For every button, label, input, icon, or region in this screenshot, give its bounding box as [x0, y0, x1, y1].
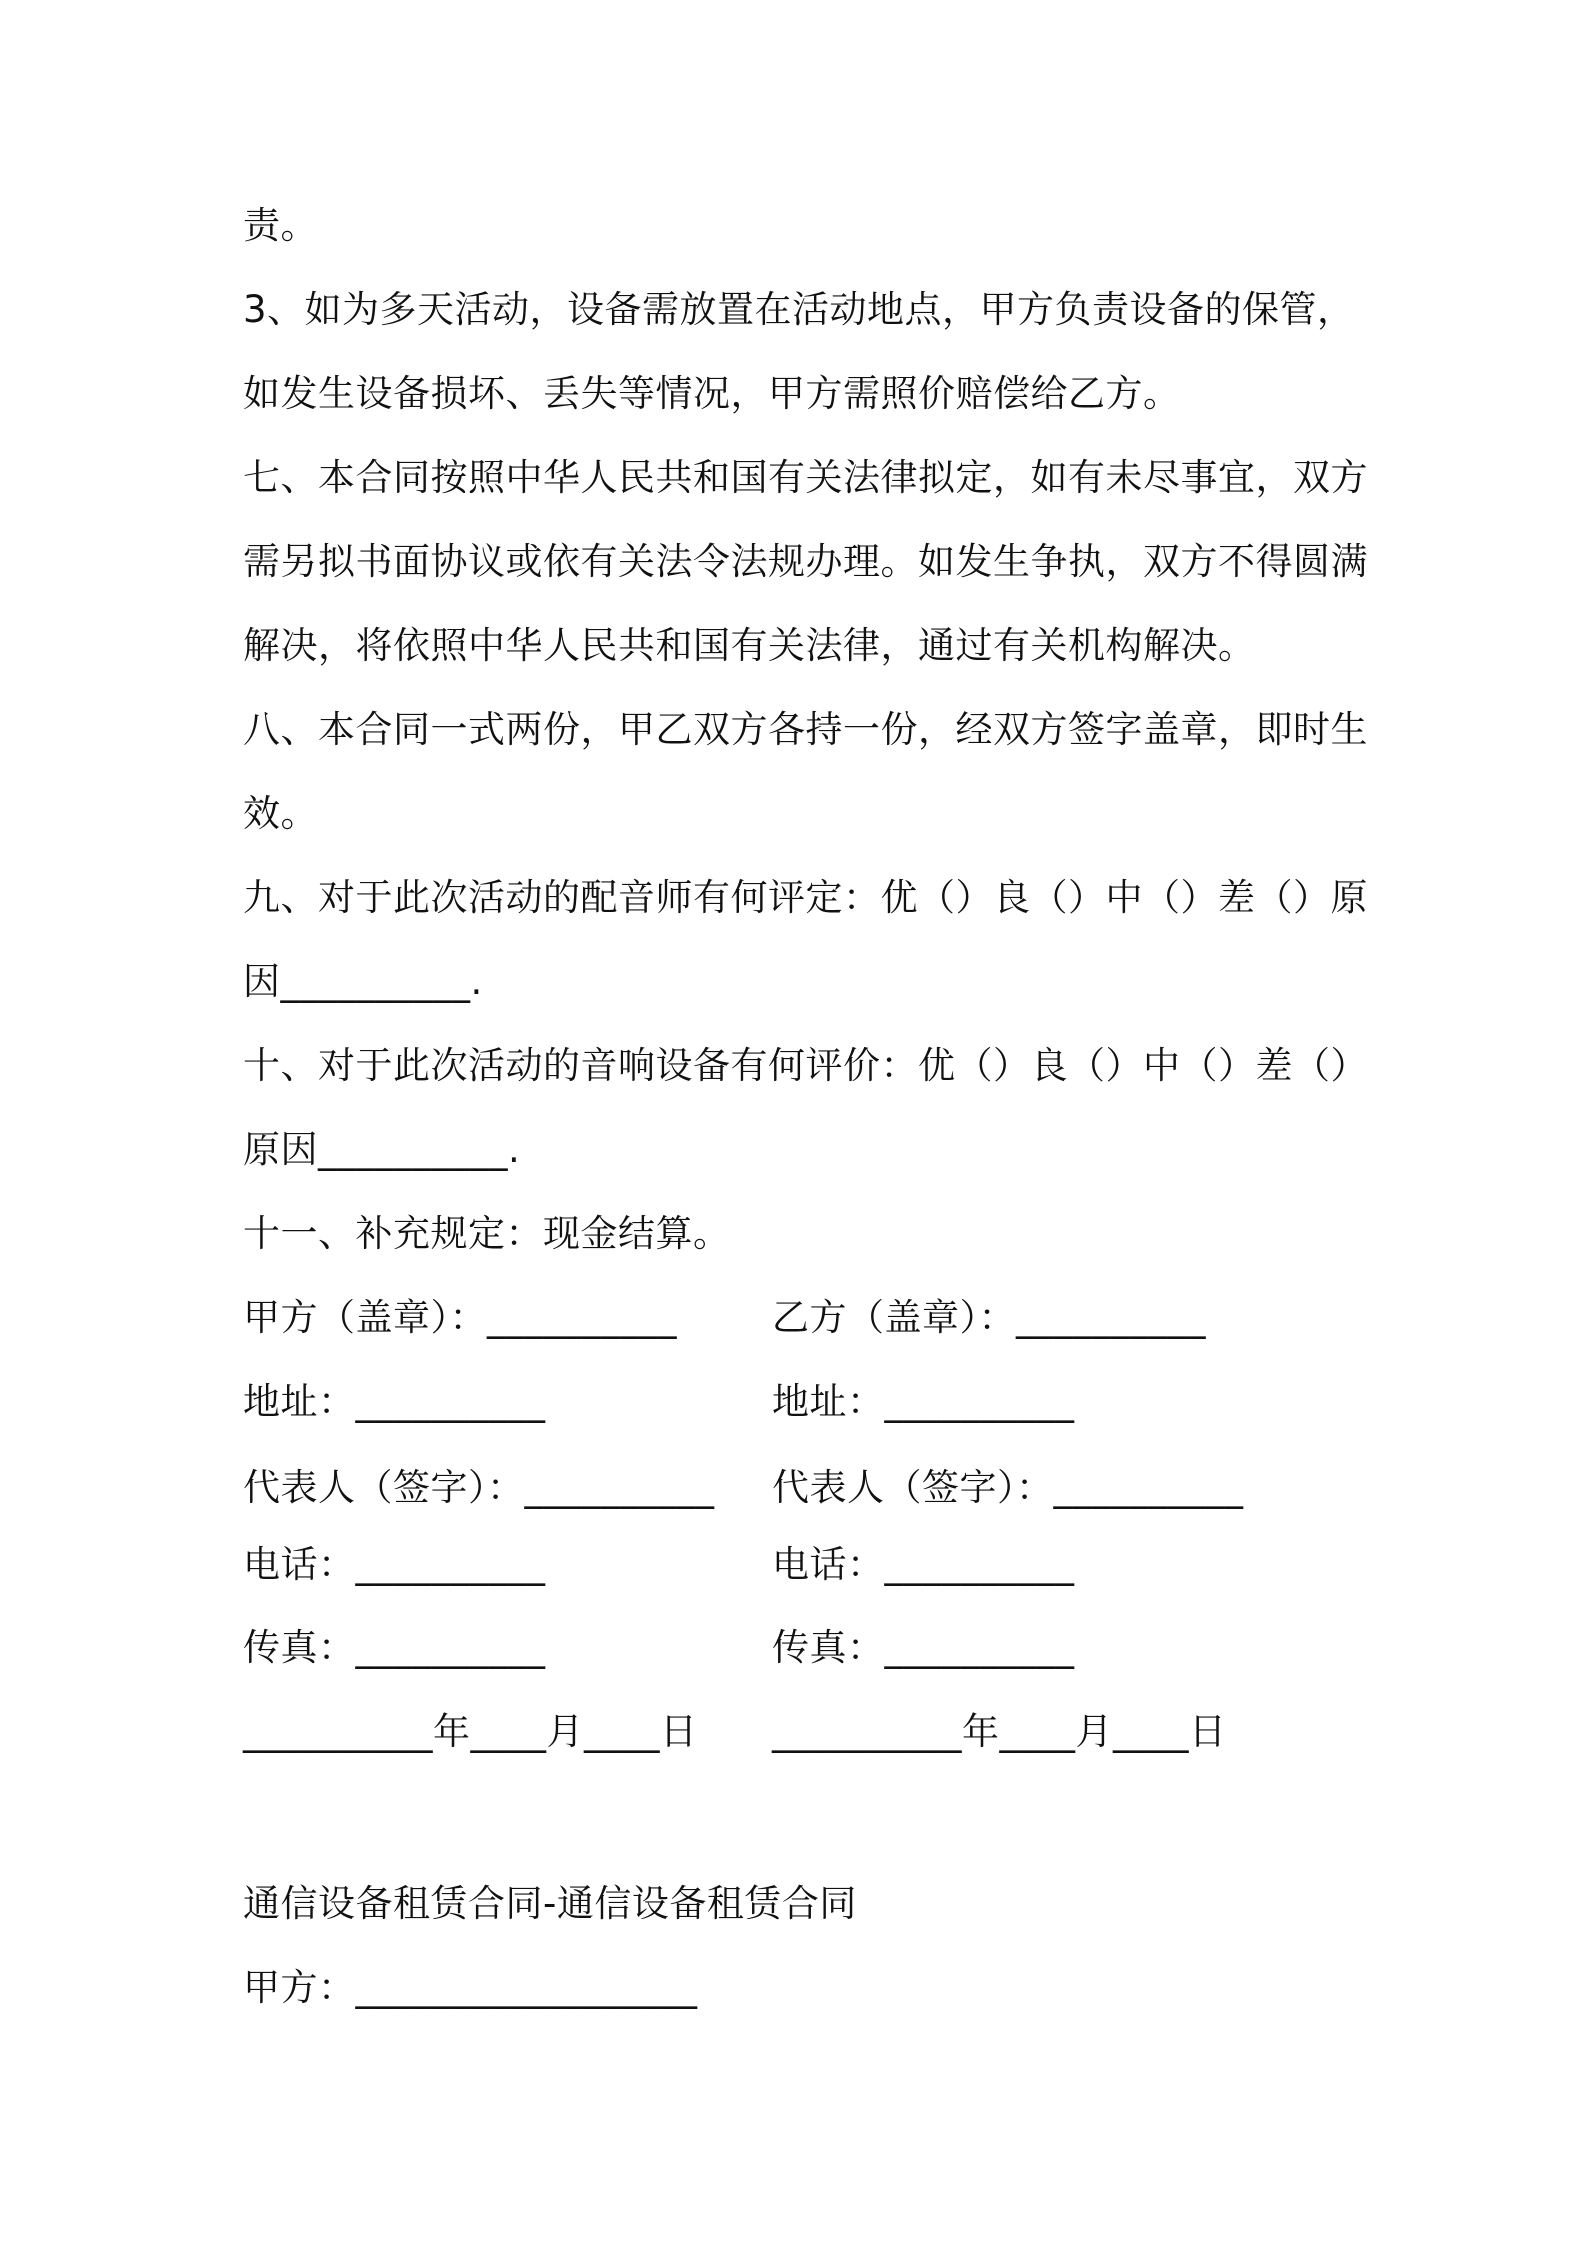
paragraph-line: 责。: [243, 204, 318, 247]
party-a-fax: 传真：__________: [243, 1626, 546, 1669]
party-b-address: 地址：__________: [772, 1380, 1075, 1423]
party-a-date: __________年____月____日: [243, 1710, 698, 1753]
party-b-fax: 传真：__________: [772, 1626, 1075, 1669]
party-a-address: 地址：__________: [243, 1380, 546, 1423]
paragraph-line: 如发生设备损坏、丢失等情况，甲方需照价赔偿给乙方。: [243, 372, 1181, 415]
next-document-party-a: 甲方：__________________: [243, 1966, 698, 2009]
paragraph-line: 十一、补充规定：现金结算。: [243, 1212, 731, 1255]
party-b-date: __________年____月____日: [772, 1710, 1227, 1753]
next-document-title: 通信设备租赁合同-通信设备租赁合同: [243, 1882, 857, 1925]
paragraph-line: 八、本合同一式两份，甲乙双方各持一份，经双方签字盖章，即时生: [243, 708, 1368, 751]
paragraph-line: 需另拟书面协议或依有关法令法规办理。如发生争执，双方不得圆满: [243, 540, 1368, 583]
paragraph-line: 原因__________.: [243, 1128, 521, 1171]
paragraph-line: 十、对于此次活动的音响设备有何评价：优（）良（）中（）差（）: [243, 1044, 1368, 1087]
party-a-seal: 甲方（盖章）：__________: [243, 1296, 677, 1339]
party-b-representative: 代表人（签字）：__________: [772, 1466, 1244, 1509]
paragraph-line: 九、对于此次活动的配音师有何评定：优（）良（）中（）差（）原: [243, 876, 1368, 919]
paragraph-line: 解决，将依照中华人民共和国有关法律，通过有关机构解决。: [243, 624, 1256, 667]
party-a-phone: 电话：__________: [243, 1543, 546, 1586]
party-a-representative: 代表人（签字）：__________: [243, 1466, 715, 1509]
paragraph-line: 七、本合同按照中华人民共和国有关法律拟定，如有未尽事宜，双方: [243, 456, 1368, 499]
paragraph-line: 3、如为多天活动，设备需放置在活动地点，甲方负责设备的保管，: [243, 288, 1355, 331]
paragraph-line: 效。: [243, 792, 318, 835]
party-b-seal: 乙方（盖章）：__________: [772, 1296, 1206, 1339]
paragraph-line: 因__________.: [243, 960, 483, 1003]
party-b-phone: 电话：__________: [772, 1543, 1075, 1586]
